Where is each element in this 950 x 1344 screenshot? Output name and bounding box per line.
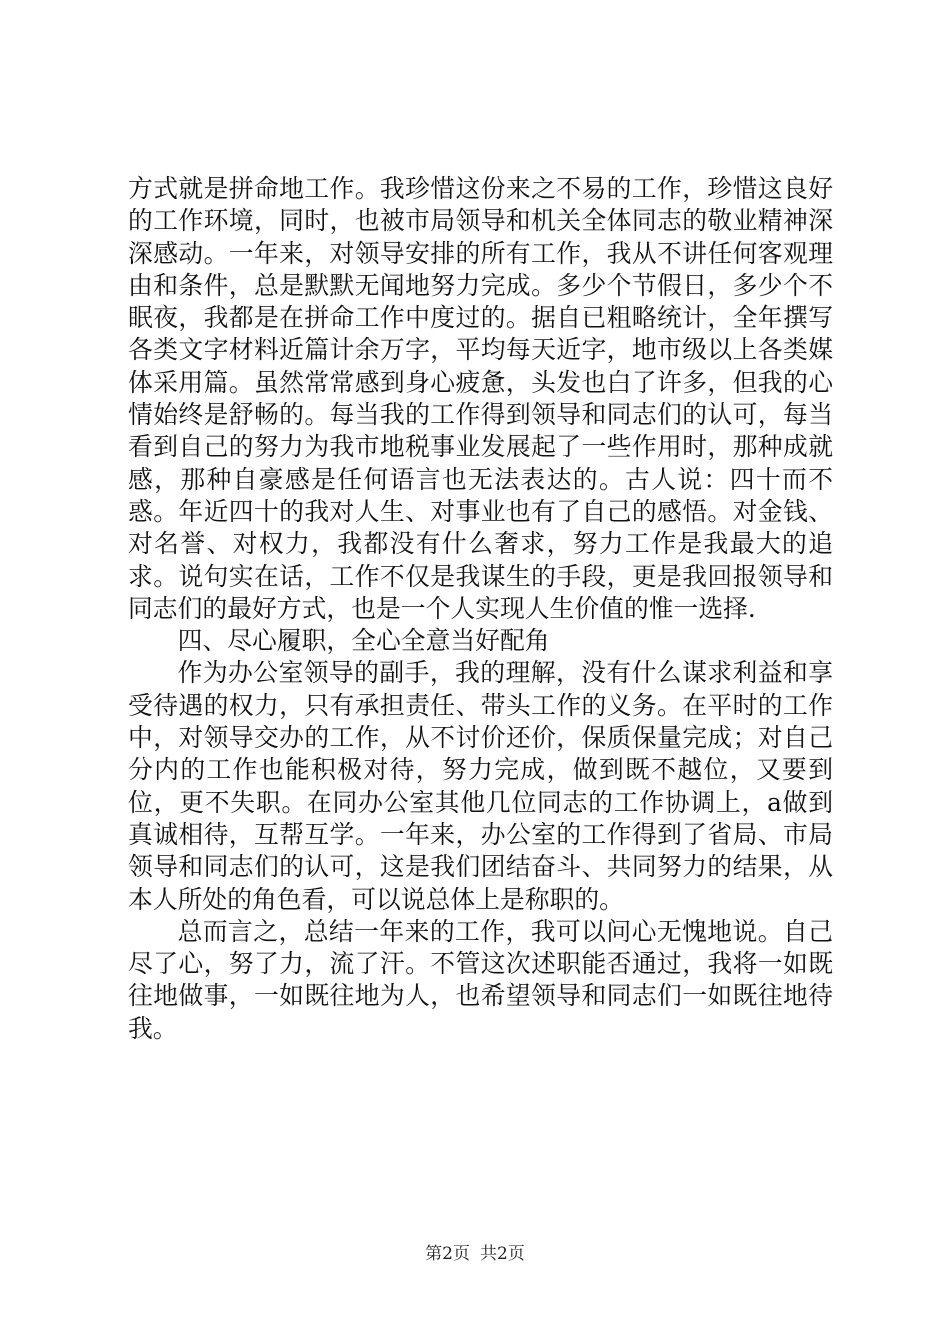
page-number-current: 第2页 [425,1244,470,1264]
page-number-total: 共2页 [480,1244,525,1264]
paragraph-3: 总而言之，总结一年来的工作，我可以问心无愧地说。自己尽了心，努了力，流了汗。不管这次述职能否通过，我将一如既往地做事，一如既往地为人，也希望领导和同志们一如既往地待我。 [128,916,833,1043]
page-footer [0,1242,950,1266]
document-body [128,173,833,1045]
section-heading: 四、尽心履职，全心全意当好配角 [177,626,550,656]
paragraph-2: 作为办公室领导的副手，我的理解，没有什么谋求利益和享受待遇的权力，只有承担责任、带头工作的义务。在平时的工作中，对领导交办的工作，从不讨价还价，保质保量完成；对自己分内的工作也能积极对待，努力完成，做到既不越位，又要到位，更不失职。在同办公室其他几位同志的工作协调上，a做到真诚相待，互帮互学。一年来，办公室的工作得到了省局、市局领导和同志们的认可，这是我们团结奋斗、共同努力的结果，从本人所处的角色看，可以说总体上是称职的。 [128,658,833,914]
paragraph-1: 方式就是拼命地工作。我珍惜这份来之不易的工作，珍惜这良好的工作环境，同时，也被市局领导和机关全体同志的敬业精神深深感动。一年来，对领导安排的所有工作，我从不讲任何客观理由和条件，总是默默无闻地努力完成。多少个节假日，多少个不眠夜，我都是在拼命工作中度过的。据自已粗略统计，全年撰写各类文字材料近篇计余万字，平均每天近字，地市级以上各类媒体采用篇。虽然常常感到身心疲惫，头发也白了许多，但我的心情始终是舒畅的。每当我的工作得到领导和同志们的认可，每当看到自己的努力为我市地税事业发展起了一些作用时，那种成就感，那种自豪感是任何语言也无法表达的。古人说：四十而不惑。年近四十的我对人生、对事业也有了自己的感悟。对金钱、对名誉、对权力，我都没有什么奢求，努力工作是我最大的追求。说句实在话，工作不仅是我谋生的手段，更是我回报领导和同志们的最好方式，也是一个人实现人生价值的惟一选择. [128,174,833,623]
